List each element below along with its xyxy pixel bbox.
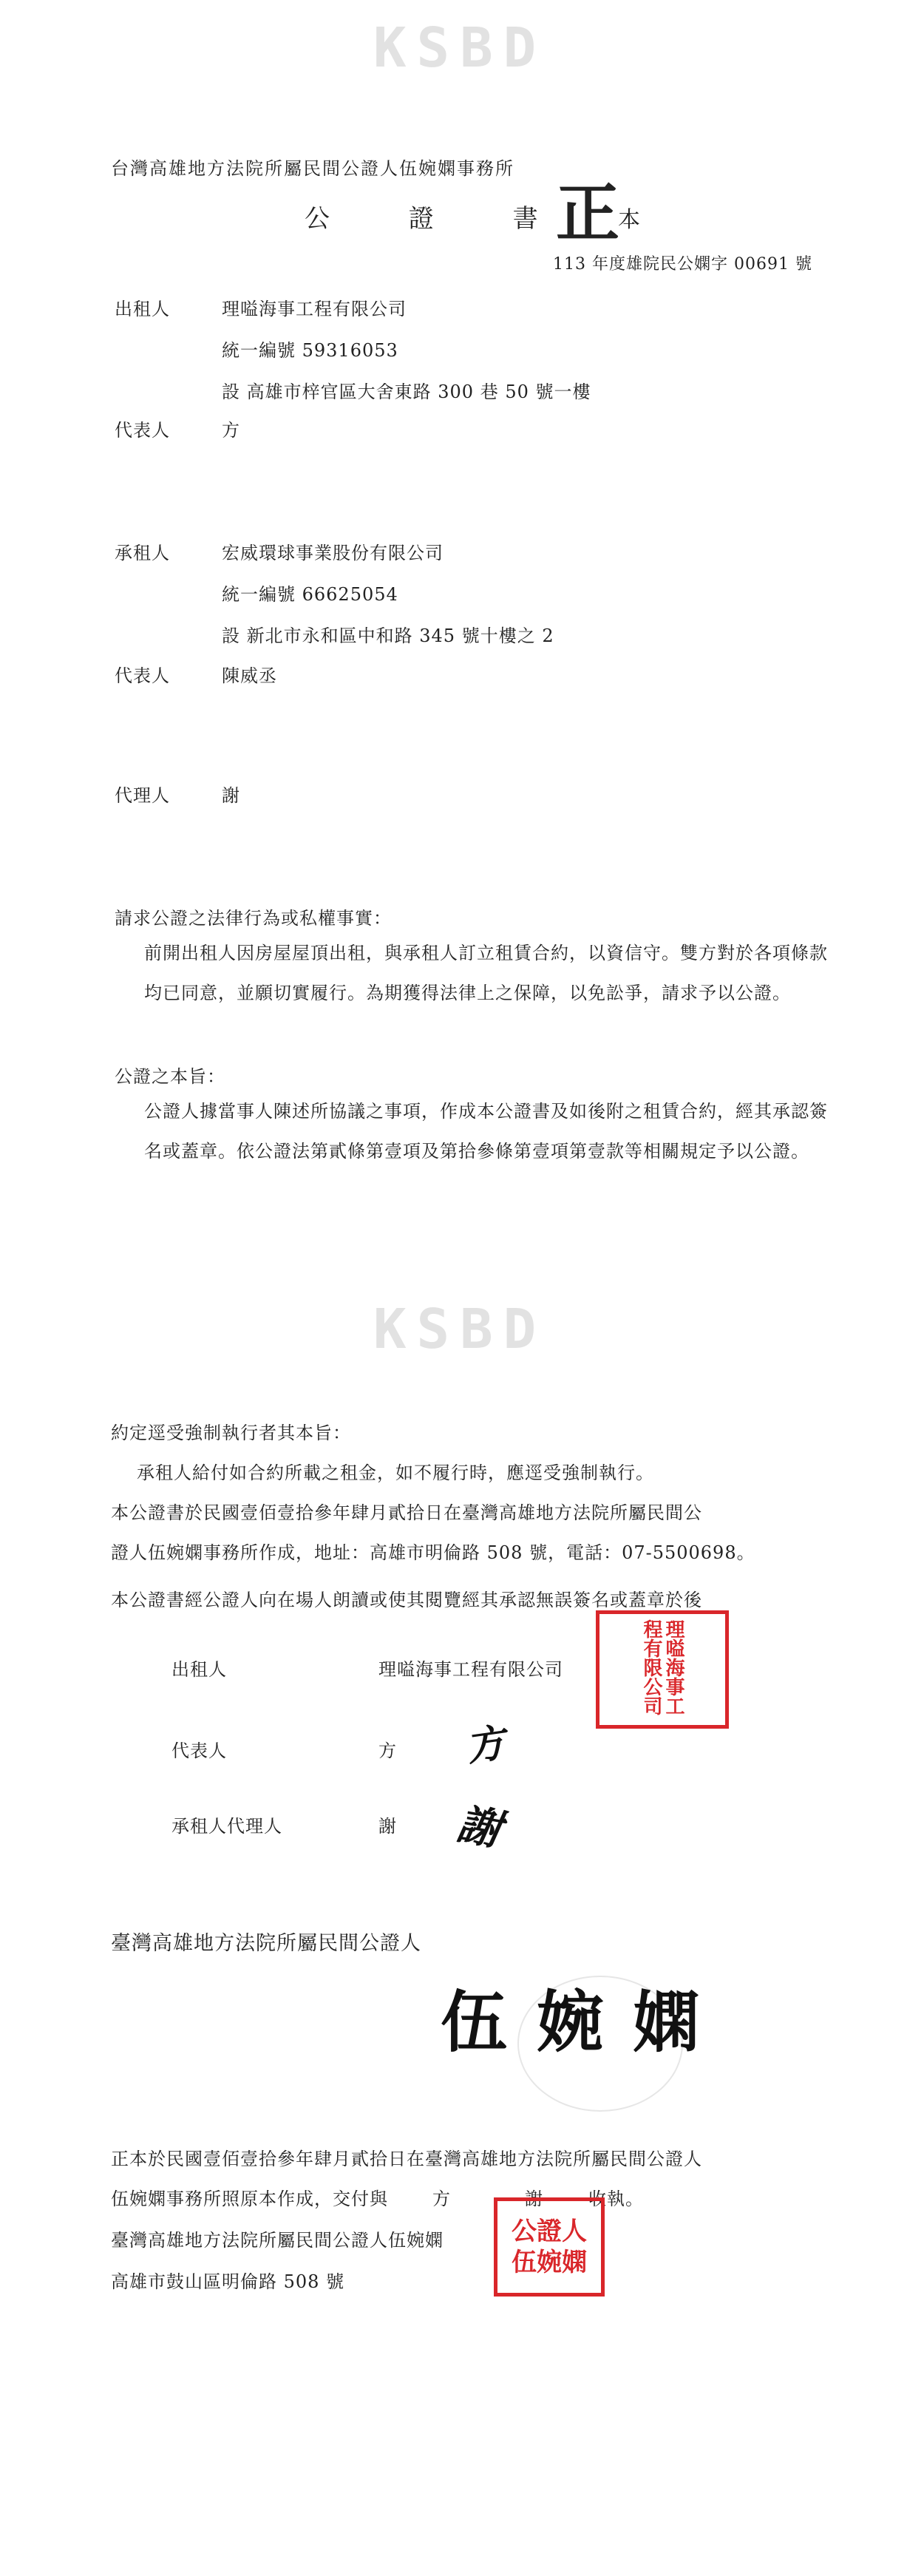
notary-address-line: 高雄市鼓山區明倫路 508 號 [111, 2271, 345, 2292]
purpose-body: 公證人據當事人陳述所協議之事項，作成本公證書及如後附之租賃合約，經其承認簽名或蓋章。依公證法第貳條第壹項及第拾參條第壹項第壹款等相關規定予以公證。 [144, 1101, 828, 1162]
purpose-heading: 公證之本旨： [115, 1066, 225, 1087]
lessee-label: 承租人 [115, 543, 170, 563]
enforcement-body: 承租人給付如合約所載之租金，如不履行時，應逕受強制執行。 [137, 1462, 654, 1483]
lessor-address: 設 高雄市梓官區大舍東路 300 巷 50 號一樓 [222, 382, 591, 402]
original-copy-stamp: 正 [556, 176, 619, 251]
notary-office-name: 台灣高雄地方法院所屬民間公證人伍婉嫻事務所 [111, 158, 514, 179]
signature-lessor-label: 出租人 [171, 1659, 227, 1680]
signature-agent-label: 承租人代理人 [171, 1816, 282, 1837]
notary-handwritten-signature: 伍婉嫻 [441, 1983, 729, 2061]
lessee-representative-label: 代表人 [115, 665, 170, 686]
copy-recipient-2: 謝 [525, 2189, 543, 2209]
notary-title: 臺灣高雄地方法院所屬民間公證人 [111, 1932, 421, 1955]
request-body: 前開出租人因房屋屋頂出租，與承租人訂立租賃合約，以資信守。雙方對於各項條款均已同意，並願切實履行。為期獲得法律上之保障，以免訟爭，請求予以公證。 [144, 943, 828, 1003]
document-title-suffix: 本 [618, 207, 640, 233]
lessor-name: 理嗌海事工程有限公司 [222, 299, 407, 319]
made-statement-line-1: 本公證書於民國壹佰壹拾參年肆月貳拾日在臺灣高雄地方法院所屬民間公 [111, 1502, 702, 1523]
document-title: 公 證 書 [305, 204, 574, 234]
copy-statement-line-1: 正本於民國壹佰壹拾參年肆月貳拾日在臺灣高雄地方法院所屬民間公證人 [111, 2149, 702, 2169]
lessee-name: 宏威環球事業股份有限公司 [222, 543, 444, 563]
request-heading: 請求公證之法律行為或私權事實： [115, 908, 392, 929]
company-seal-text: 理嗌海事工程有限公司 [640, 1619, 685, 1715]
watermark-middle: KSBD [373, 1298, 547, 1361]
lessor-representative-label: 代表人 [115, 420, 170, 441]
lessee-tax-id: 統一編號 66625054 [222, 584, 398, 605]
read-statement: 本公證書經公證人向在場人朗讀或使其閱覽經其承認無誤簽名或蓋章於後 [111, 1590, 702, 1610]
lessee-representative-name: 陳威丞 [222, 665, 277, 686]
signature-agent-value: 謝 [378, 1816, 397, 1837]
signature-representative-label: 代表人 [171, 1741, 227, 1761]
watermark-top: KSBD [373, 16, 547, 80]
notary-office-line: 臺灣高雄地方法院所屬民間公證人伍婉嫻 [111, 2230, 444, 2251]
copy-statement-line-2d: 收執。 [588, 2189, 644, 2209]
company-seal [596, 1610, 729, 1729]
agent-name: 謝 [222, 785, 240, 806]
signature-lessor-value: 理嗌海事工程有限公司 [378, 1659, 563, 1680]
agent-label: 代理人 [115, 785, 170, 806]
case-number: 113 年度雄院民公嫻字 00691 號 [553, 255, 812, 274]
copy-recipient-1: 方 [432, 2189, 451, 2209]
enforcement-heading: 約定逕受強制執行者其本旨： [111, 1423, 351, 1443]
lessor-label: 出租人 [115, 299, 170, 319]
representative-handwritten-signature: 方 [463, 1720, 508, 1771]
copy-statement-line-2a: 伍婉嫻事務所照原本作成，交付與 [111, 2189, 388, 2209]
lessee-address: 設 新北市永和區中和路 345 號十樓之 2 [222, 626, 554, 646]
agent-handwritten-signature: 謝 [453, 1798, 505, 1856]
notary-seal-text: 公證人伍婉嫻 [512, 2217, 587, 2277]
lessor-tax-id: 統一編號 59316053 [222, 340, 398, 361]
lessor-representative-name: 方 [222, 420, 240, 441]
made-statement-line-2: 證人伍婉嫻事務所作成，地址：高雄市明倫路 508 號，電話：07-5500698。 [111, 1542, 755, 1563]
signature-representative-value: 方 [378, 1741, 397, 1761]
notary-seal [494, 2197, 605, 2297]
